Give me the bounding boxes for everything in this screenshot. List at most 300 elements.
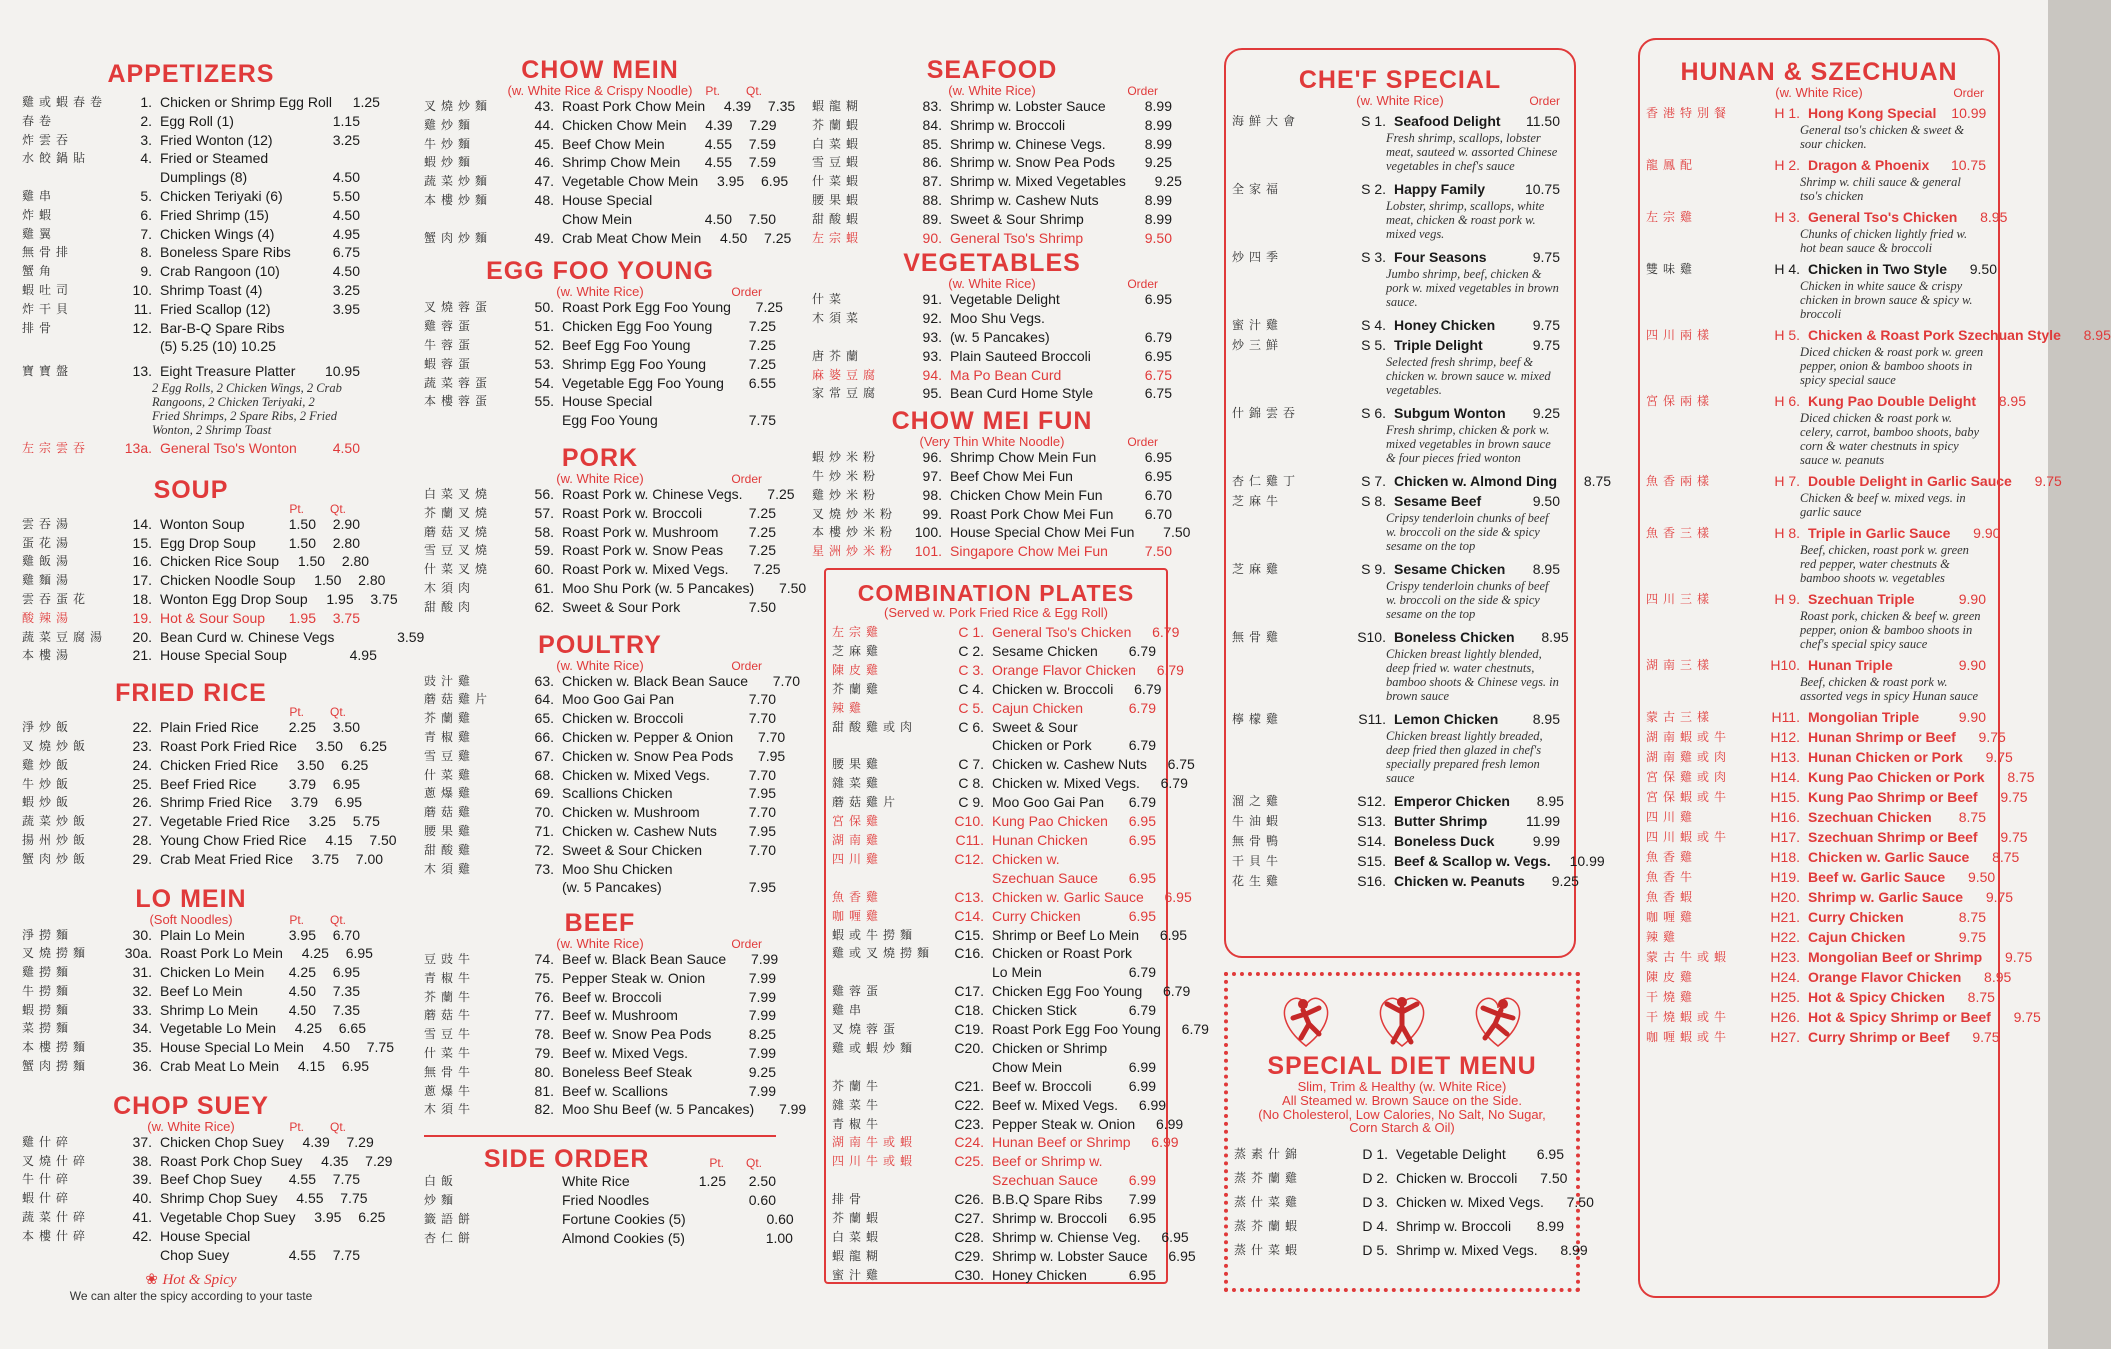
price-pint: 1.95 (326, 590, 354, 607)
item-name: Fried Shrimp (15) (160, 206, 269, 223)
item-name: Boneless Beef Steak (562, 1063, 692, 1080)
price: 6.95 (1128, 1210, 1156, 1227)
item-name: Fried Noodles (562, 1192, 650, 1209)
price: 8.75 (1958, 809, 1986, 825)
chinese-name: 牛撈麵 (22, 983, 74, 998)
menu-item (22, 1133, 374, 1152)
price: 7.50 (748, 598, 776, 615)
chinese-name: 蝦什碎 (22, 1191, 74, 1206)
item-number: H23. (1770, 949, 1800, 965)
item-name: Egg Foo Young (562, 412, 658, 429)
menu-item (1234, 1190, 1594, 1214)
item-number: H15. (1770, 789, 1800, 805)
item-name: Curry Shrimp or Beef (1808, 1029, 1950, 1045)
item-number: S10. (1357, 629, 1386, 645)
item-name: Moo Shu Chicken (562, 860, 673, 877)
price-pint: 4.50 (720, 229, 748, 246)
price: 7.95 (757, 747, 786, 764)
item-number: 52. (534, 336, 554, 353)
price: 6.99 (1128, 1172, 1156, 1189)
chinese-name: 蝦龍糊 (812, 99, 864, 113)
menu-item (812, 366, 1172, 385)
special-diet-list (1228, 1134, 1594, 1262)
item-number: C11. (955, 831, 984, 848)
diet-subtitle-2: All Steamed w. Brown Sauce on the Side. (1282, 1093, 1522, 1108)
chinese-name: 湖南蝦或牛 (1646, 730, 1732, 744)
price-pint: 1.25 (698, 1173, 726, 1190)
item-name: Chicken in Two Style (1808, 261, 1947, 277)
item-number: 45. (534, 135, 554, 152)
price: 6.99 (1138, 1096, 1167, 1113)
menu-item (1232, 335, 1560, 355)
price: 11.50 (1526, 113, 1560, 129)
chinese-name: 四川兩樣 (1646, 328, 1715, 342)
chinese-name: 木須牛 (424, 1102, 476, 1117)
menu-item (424, 1006, 776, 1025)
price: 7.99 (748, 988, 776, 1005)
price-quart: 7.50 (748, 210, 776, 227)
price: 9.75 (1958, 929, 1986, 945)
price: 6.75 (1144, 366, 1172, 383)
item-number: 99. (922, 505, 942, 522)
price-pint: 4.35 (321, 1152, 349, 1169)
price: 6.79 (1134, 680, 1162, 697)
item-name: Sesame Chicken (1394, 561, 1506, 577)
menu-item (832, 736, 1156, 755)
menu-item (832, 623, 1180, 642)
menu-item (424, 97, 796, 116)
chinese-name: 陳皮雞 (832, 662, 884, 677)
chinese-name: 淨撈麵 (22, 927, 74, 942)
pork-list (424, 485, 807, 617)
item-name: Happy Family (1394, 181, 1486, 197)
price: 9.50 (1532, 493, 1560, 509)
item-name: Shrimp w. Mixed Vegetables (950, 173, 1126, 190)
item-name: Chicken Lo Mein (160, 964, 265, 981)
hunan-header: Order (1953, 86, 1984, 100)
price: 8.99 (1144, 98, 1172, 114)
chinese-name: 什菜蝦 (812, 174, 864, 189)
chinese-name: 香港特別餐 (1646, 106, 1732, 120)
chinese-name: 蒙古牛或蝦 (1646, 950, 1732, 964)
menu-item (22, 337, 360, 356)
price: 6.79 (1144, 328, 1172, 345)
chinese-name: 宮保雞或肉 (1646, 770, 1732, 784)
chinese-name: 本樓湯 (22, 648, 74, 663)
chinese-name: 無骨牛 (424, 1064, 476, 1079)
chinese-name: 蔥爆雞 (424, 786, 476, 801)
menu-item (22, 281, 360, 300)
item-name: Beef Fried Rice (160, 775, 257, 792)
item-number: 49. (534, 229, 554, 246)
price-quart: 7.59 (748, 135, 776, 152)
price: 9.75 (2000, 789, 2028, 805)
item-name: Shrimp w. Chinese Vegs. (950, 135, 1106, 152)
menu-item (424, 672, 800, 691)
chop-suey-title: CHOP SUEY (113, 1091, 269, 1120)
item-number: 50. (534, 299, 554, 316)
item-name: Roast Pork Egg Foo Young (562, 299, 731, 316)
item-name: Shrimp w. Mixed Vegs. (1396, 1242, 1538, 1258)
item-name: Shrimp Chow Mein Fun (950, 449, 1097, 466)
item-name: Chicken w. Broccoli (562, 710, 684, 727)
menu-item (424, 1229, 793, 1248)
menu-item (812, 191, 1172, 210)
menu-item (22, 775, 360, 794)
item-name: Wonton Egg Drop Soup (160, 590, 308, 607)
menu-item (424, 1100, 807, 1119)
chinese-name: 炸雲吞 (22, 132, 74, 147)
chinese-name: 咖喱蝦或牛 (1646, 1030, 1732, 1044)
item-number: H 4. (1774, 261, 1800, 277)
price-pint: 4.25 (294, 1020, 322, 1037)
item-description: Diced chicken & roast pork w. green pepper, onion & bamboo shoots in spicy special sauce (1800, 345, 1984, 387)
price-pint: 1.50 (297, 553, 326, 570)
menu-item (424, 860, 776, 879)
chinese-name: 魚香三樣 (1646, 526, 1715, 540)
soup-list (22, 515, 425, 665)
poultry-list (424, 672, 800, 898)
chinese-name: 雞麵湯 (22, 573, 74, 588)
chinese-name: 蟹肉撈麵 (22, 1059, 91, 1074)
menu-item (812, 542, 1172, 561)
price: 3.25 (332, 131, 360, 148)
item-name: Shrimp Egg Foo Young (562, 355, 706, 372)
menu-item (1232, 179, 1560, 199)
price: 6.95 (1168, 1247, 1196, 1264)
chinese-name: 酸辣湯 (22, 610, 74, 625)
price: 7.95 (748, 879, 776, 896)
item-name: Roast Pork Egg Foo Young (992, 1021, 1161, 1038)
price: 8.75 (1583, 473, 1612, 489)
chinese-name: 什菜 (812, 292, 847, 307)
item-number: H22. (1770, 929, 1800, 945)
price: 8.25 (748, 1026, 776, 1043)
soup-header: Pt. Qt. (289, 501, 346, 516)
item-name: Fried Wonton (12) (160, 131, 273, 148)
item-name: Shrimp w. Broccoli (992, 1210, 1108, 1227)
price: 6.95 (1128, 907, 1156, 924)
item-number: H 2. (1774, 157, 1800, 173)
item-name: Curry Chicken (992, 907, 1081, 924)
side-order-header: Pt. Qt. (709, 1156, 762, 1171)
item-name: Chicken w. Garlic Sauce (992, 888, 1144, 905)
price: 7.50 (1566, 1194, 1594, 1210)
price: 1.15 (332, 112, 360, 129)
menu-item (22, 1189, 368, 1208)
chinese-name: 雞翼 (22, 226, 57, 241)
item-number: 79. (534, 1045, 554, 1062)
item-name: Double Delight in Garlic Sauce (1808, 473, 2012, 489)
menu-item (1646, 767, 2035, 787)
item-name: House Special Lo Mein (160, 1039, 304, 1056)
menu-item (1646, 471, 2062, 491)
menu-item (832, 1209, 1156, 1228)
chinese-name: 蜜汁雞 (1232, 318, 1284, 332)
item-number: 2. (140, 112, 152, 129)
chinese-name: 排骨 (22, 320, 57, 335)
item-number: D 3. (1362, 1194, 1388, 1210)
item-number: S 2. (1361, 181, 1386, 197)
menu-item (1646, 325, 2111, 345)
menu-item (424, 784, 776, 803)
price: 6.95 (1161, 1229, 1189, 1245)
price-quart: 6.95 (760, 173, 789, 190)
chinese-name: 什菜雞 (424, 767, 476, 782)
item-number: C 5. (958, 699, 984, 716)
item-number: 100. (914, 524, 942, 541)
menu-item (424, 153, 776, 172)
item-name: Shrimp w. Lobster Sauce (950, 98, 1106, 114)
price-quart: 6.95 (341, 1058, 370, 1075)
item-name: Bar-B-Q Spare Ribs (160, 319, 285, 336)
price: 6.95 (1144, 291, 1172, 308)
item-number: 101. (914, 543, 942, 560)
item-name: Szechuan Triple (1808, 591, 1915, 607)
chinese-name: 星洲炒米粉 (812, 544, 898, 559)
price: 8.95 (1536, 793, 1564, 809)
price-quart: 7.25 (764, 229, 792, 246)
menu-item (424, 541, 776, 560)
chinese-name: 干貝牛 (1232, 854, 1284, 868)
item-description: Fresh shrimp, scallops, lobster meat, sauteed w. assorted Chinese vegetables in chef's sauce (1386, 131, 1558, 173)
menu-item (1232, 111, 1560, 131)
item-name: Shrimp w. Broccoli (950, 116, 1066, 133)
menu-item (424, 747, 786, 766)
price-quart: 6.70 (332, 926, 360, 943)
chinese-name: 咖喱雞 (832, 908, 884, 923)
menu-item (22, 439, 360, 458)
item-name: Beef Chow Mein (562, 135, 665, 152)
menu-item (424, 803, 776, 822)
chinese-name: 蔥爆牛 (424, 1083, 476, 1098)
price: 7.70 (748, 766, 776, 783)
item-name: Vegetable Chop Suey (160, 1209, 296, 1226)
item-name: Four Seasons (1394, 249, 1487, 265)
item-number: C17. (954, 983, 984, 1000)
menu-item (1646, 887, 2014, 907)
price: 6.70 (1144, 505, 1172, 522)
item-number: 95. (922, 385, 942, 402)
item-name: Kung Pao Chicken (992, 813, 1108, 830)
chinese-name: 雞撈麵 (22, 965, 74, 980)
item-name: (w. 5 Pancakes) (562, 879, 662, 896)
price-quart: 7.00 (355, 850, 384, 867)
price-quart: 6.25 (359, 737, 387, 754)
item-name: Beef w. Snow Pea Pods (562, 1026, 712, 1043)
item-number: 4. (140, 150, 152, 167)
menu-item (424, 1172, 776, 1191)
price-quart: 7.75 (332, 1171, 360, 1188)
price: 6.95 (1144, 347, 1172, 364)
pork-subtitle: (w. White Rice) (556, 470, 644, 486)
item-name: B.B.Q Spare Ribs (992, 1191, 1103, 1208)
chow-mei-fun-subtitle: (Very Thin White Noodle) (919, 434, 1065, 450)
chinese-name: 花生雞 (1232, 874, 1284, 888)
chef-special-title: CHE'F SPECIAL (1298, 66, 1502, 94)
menu-item (22, 1019, 366, 1038)
menu-item (832, 963, 1156, 982)
chinese-name: 蘑菇雞片 (424, 692, 493, 707)
chinese-name: 豉汁雞 (424, 673, 476, 688)
item-number: C23. (954, 1115, 984, 1132)
menu-item (424, 560, 781, 579)
item-name: Bean Curd Home Style (950, 385, 1094, 402)
menu-item (832, 1152, 1156, 1171)
menu-item (424, 392, 776, 411)
item-name: Kung Pao Chicken or Pork (1808, 769, 1985, 785)
chinese-name: 辣雞 (832, 700, 867, 715)
menu-item (1232, 709, 1560, 729)
price-quart: 6.95 (334, 794, 363, 811)
item-name: Moo Shu Pork (w. 5 Pancakes) (562, 579, 755, 596)
item-name: Roast Pork Fried Rice (160, 737, 297, 754)
price: 8.99 (1144, 116, 1172, 133)
chinese-name: 芥蘭牛 (832, 1078, 884, 1093)
price: 9.75 (1978, 729, 2006, 745)
price: 4.50 (332, 263, 360, 280)
menu-item (22, 944, 373, 963)
menu-item (832, 718, 1156, 737)
exercise-figure-icon (1467, 988, 1529, 1050)
price: 6.99 (1128, 1058, 1156, 1075)
price-pint: 4.25 (301, 945, 329, 962)
price: 8.95 (1532, 711, 1560, 727)
menu-item (1232, 831, 1560, 851)
price-quart: 6.95 (345, 945, 373, 962)
price: 9.75 (1985, 889, 2014, 905)
item-number: 69. (534, 785, 554, 802)
price-pint: 3.25 (308, 813, 336, 830)
item-number: 13a. (124, 439, 152, 456)
diet-subtitle-1: Slim, Trim & Healthy (w. White Rice) (1297, 1079, 1507, 1094)
chinese-name: 四川三樣 (1646, 592, 1715, 606)
chinese-name: 白菜蝦 (812, 136, 864, 151)
chinese-name: 水餃鍋貼 (22, 151, 91, 166)
chow-mei-fun-title: CHOW MEI FUN (891, 407, 1093, 436)
item-name: General Tso's Chicken (1808, 209, 1958, 225)
menu-item (22, 982, 360, 1001)
beef-header: Order (731, 937, 762, 952)
chinese-name: 雞炒米粉 (812, 487, 881, 502)
item-number: H 7. (1774, 473, 1800, 489)
divider (424, 1135, 776, 1137)
item-name: Egg Roll (1) (160, 112, 234, 129)
item-name: Hunan Chicken (992, 831, 1088, 848)
item-name: Bean Curd w. Chinese Vegs (160, 628, 335, 645)
item-number: C 7. (958, 756, 984, 773)
chinese-name: 芥蘭牛 (424, 989, 476, 1004)
price: 7.25 (755, 299, 783, 316)
item-number: C29. (954, 1247, 984, 1264)
item-name: Shrimp Fried Rice (160, 794, 273, 811)
price-quart: 7.75 (366, 1039, 394, 1056)
item-number: C13. (954, 888, 984, 905)
price-quart: 6.95 (332, 775, 360, 792)
chinese-name: 芥蘭蝦 (812, 117, 864, 132)
price: 6.75 (1167, 756, 1195, 773)
chinese-name: 魚香兩樣 (1646, 474, 1715, 488)
chow-mein-list (424, 97, 796, 247)
item-number: 24. (132, 756, 152, 773)
chinese-name: 炸蝦 (22, 207, 57, 222)
chinese-name: 叉燒炒麵 (424, 99, 493, 113)
item-name: Chicken or Shrimp (992, 1039, 1108, 1056)
price: 6.79 (1128, 642, 1156, 659)
price: 6.95 (1128, 831, 1156, 848)
menu-item (424, 191, 776, 210)
price-pint: 1.50 (288, 515, 316, 532)
item-number: 68. (534, 766, 554, 783)
chinese-name: 雞串 (22, 188, 57, 203)
item-number: 31. (132, 964, 152, 981)
price-pint: 3.95 (288, 926, 316, 943)
chinese-name: 四川蝦或牛 (1646, 830, 1732, 844)
menu-item (1646, 1007, 2041, 1027)
item-number: 37. (132, 1133, 152, 1150)
chinese-name: 蒸什菜蝦 (1234, 1243, 1303, 1257)
menu-item (832, 661, 1184, 680)
price: 8.99 (1144, 191, 1172, 208)
item-number: 16. (132, 553, 152, 570)
item-number: 82. (534, 1101, 554, 1118)
price: 8.95 (1984, 969, 2012, 985)
menu-item (812, 229, 1172, 248)
price-quart: 6.65 (338, 1020, 366, 1037)
combination-list (826, 619, 1209, 1285)
item-name: Beef w. Black Bean Sauce (562, 951, 727, 968)
price-quart: 7.29 (346, 1133, 374, 1150)
price: 9.75 (2004, 949, 2033, 965)
item-name: Cajun Chicken (1808, 929, 1906, 945)
price-quart: 0.60 (766, 1210, 794, 1227)
item-description: Beef, chicken, roast pork w. green red pepper, water chestnuts & bamboo shoots w. vegetables (1800, 543, 1969, 585)
item-name: Chicken Rice Soup (160, 553, 280, 570)
item-number: 8. (140, 244, 152, 261)
item-number: S14. (1357, 833, 1386, 849)
item-number: C15. (954, 926, 984, 943)
item-number: C21. (954, 1077, 984, 1094)
chinese-name: 宮保兩樣 (1646, 394, 1715, 408)
item-number: S 7. (1361, 473, 1386, 489)
item-name: Chicken Stick (992, 1002, 1077, 1019)
price: 9.50 (1144, 229, 1172, 246)
menu-item (22, 793, 363, 812)
price: 8.75 (1958, 909, 1986, 925)
item-name: House Special Soup (160, 647, 287, 664)
item-number: S 1. (1361, 113, 1386, 129)
menu-item (424, 485, 795, 504)
chinese-name: 雞或叉燒撈麵 (832, 946, 935, 961)
item-number: 29. (132, 850, 152, 867)
item-description: Fresh shrimp, chicken & pork w. mixed vegetables in brown sauce & four pieces fried wonton (1386, 423, 1551, 465)
menu-item (22, 571, 386, 590)
pork-header: Order (731, 471, 762, 486)
chinese-name: 本樓炒麵 (424, 192, 493, 207)
chinese-name: 杏仁雞丁 (1232, 474, 1301, 488)
chinese-name: 蘑菇牛 (424, 1008, 476, 1023)
item-number: S11. (1358, 711, 1386, 727)
item-number: H10. (1770, 657, 1800, 673)
menu-item (22, 243, 360, 262)
price: 6.79 (1181, 1021, 1209, 1038)
item-name: Shrimp Lo Mein (160, 1001, 259, 1018)
price: 4.95 (332, 225, 360, 242)
item-name: Roast Pork w. Mushroom (562, 523, 719, 540)
seafood-subtitle: (w. White Rice) (948, 83, 1036, 98)
item-name: Chicken w. Mixed Vegs. (562, 766, 710, 783)
item-number: 19. (132, 609, 152, 626)
